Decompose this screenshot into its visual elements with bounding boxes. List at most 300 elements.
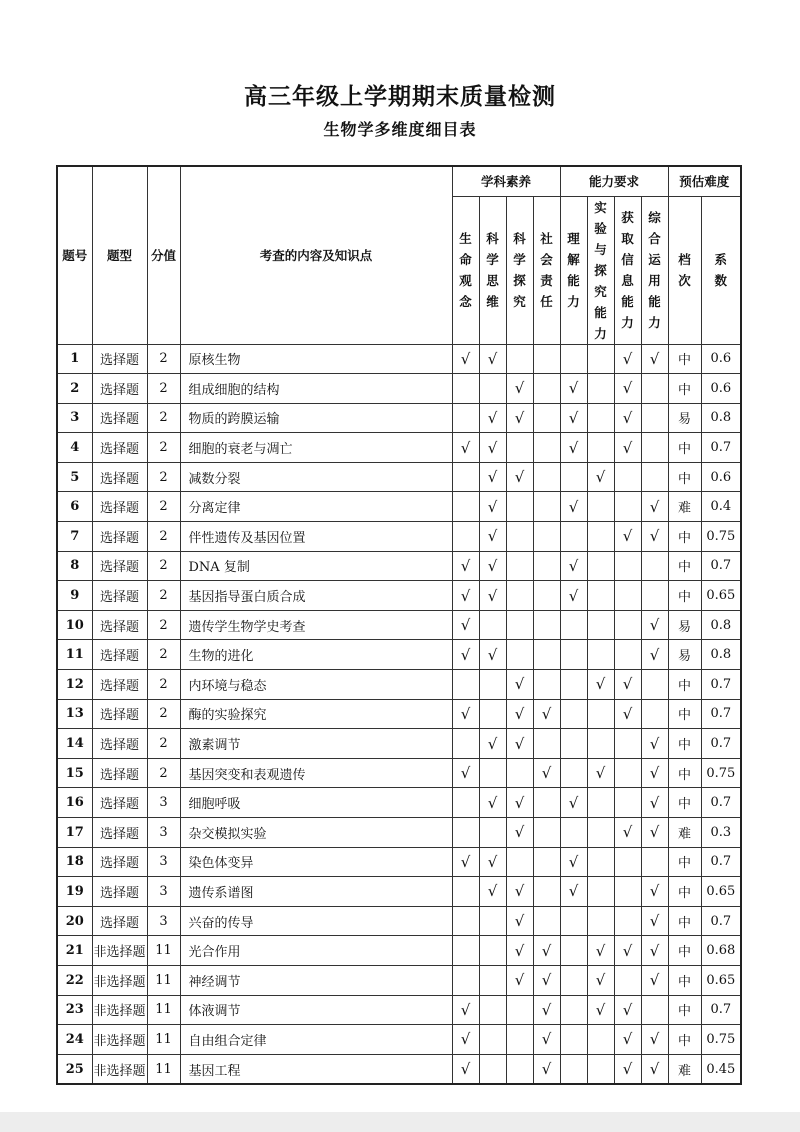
cell-check	[479, 758, 506, 788]
cell-coef: 0.75	[701, 1025, 741, 1055]
cell-level: 中	[668, 462, 701, 492]
cell-check	[560, 344, 587, 374]
cell-coef: 0.7	[701, 788, 741, 818]
cell-check: √	[452, 433, 479, 463]
cell-check	[479, 670, 506, 700]
cell-check	[479, 699, 506, 729]
cell-check	[614, 906, 641, 936]
cell-coef: 0.6	[701, 374, 741, 404]
cell-check: √	[614, 522, 641, 552]
cell-level: 中	[668, 522, 701, 552]
cell-check	[533, 522, 560, 552]
cell-check: √	[452, 551, 479, 581]
cell-check	[614, 847, 641, 877]
cell-no: 19	[57, 877, 92, 907]
cell-score: 3	[147, 788, 180, 818]
cell-type: 非选择题	[92, 1025, 147, 1055]
cell-check: √	[506, 374, 533, 404]
cell-check	[506, 344, 533, 374]
cell-type: 选择题	[92, 788, 147, 818]
cell-check: √	[587, 462, 614, 492]
cell-check: √	[479, 581, 506, 611]
cell-no: 10	[57, 610, 92, 640]
cell-check	[479, 374, 506, 404]
table-row	[57, 551, 741, 581]
cell-check	[560, 965, 587, 995]
cell-check: √	[641, 936, 668, 966]
cell-check: √	[479, 640, 506, 670]
cell-check	[614, 610, 641, 640]
cell-check: √	[614, 670, 641, 700]
cell-content: 自由组合定律	[180, 1025, 452, 1055]
cell-content: 基因指导蛋白质合成	[180, 581, 452, 611]
cell-check	[614, 965, 641, 995]
cell-check	[614, 581, 641, 611]
cell-coef: 0.7	[701, 995, 741, 1025]
cell-check	[587, 551, 614, 581]
cell-check: √	[614, 699, 641, 729]
cell-check	[587, 403, 614, 433]
cell-level: 中	[668, 581, 701, 611]
cell-no: 2	[57, 374, 92, 404]
cell-level: 中	[668, 1025, 701, 1055]
cell-check	[506, 522, 533, 552]
cell-level: 中	[668, 551, 701, 581]
cell-check	[587, 344, 614, 374]
table-row	[57, 699, 741, 729]
cell-coef: 0.7	[701, 847, 741, 877]
cell-score: 3	[147, 818, 180, 848]
header-lit-2: 科 学 思 维	[479, 196, 506, 344]
cell-check	[479, 906, 506, 936]
cell-check	[533, 492, 560, 522]
cell-type: 选择题	[92, 374, 147, 404]
cell-check	[614, 877, 641, 907]
cell-type: 选择题	[92, 433, 147, 463]
cell-check	[479, 995, 506, 1025]
cell-check	[452, 965, 479, 995]
cell-check: √	[614, 433, 641, 463]
cell-score: 3	[147, 847, 180, 877]
header-abl-1: 理 解 能 力	[560, 196, 587, 344]
cell-check	[641, 403, 668, 433]
cell-check	[587, 729, 614, 759]
cell-check	[587, 1054, 614, 1084]
cell-check	[533, 788, 560, 818]
cell-check: √	[506, 788, 533, 818]
table-row	[57, 403, 741, 433]
cell-check: √	[452, 995, 479, 1025]
cell-check: √	[614, 1025, 641, 1055]
cell-score: 2	[147, 640, 180, 670]
cell-check: √	[452, 581, 479, 611]
cell-coef: 0.6	[701, 462, 741, 492]
cell-check: √	[614, 344, 641, 374]
cell-no: 14	[57, 729, 92, 759]
cell-check: √	[506, 906, 533, 936]
cell-check: √	[533, 936, 560, 966]
cell-type: 选择题	[92, 906, 147, 936]
cell-level: 中	[668, 965, 701, 995]
cell-check: √	[533, 995, 560, 1025]
cell-check	[452, 818, 479, 848]
cell-check: √	[452, 344, 479, 374]
cell-content: 分离定律	[180, 492, 452, 522]
header-abl-2: 实 验 与 探 究 能 力	[587, 196, 614, 344]
cell-content: 组成细胞的结构	[180, 374, 452, 404]
cell-level: 中	[668, 433, 701, 463]
cell-check: √	[452, 610, 479, 640]
cell-check	[587, 906, 614, 936]
cell-check	[533, 610, 560, 640]
cell-score: 2	[147, 610, 180, 640]
cell-check: √	[452, 1025, 479, 1055]
cell-check: √	[641, 492, 668, 522]
cell-check: √	[560, 374, 587, 404]
cell-check	[641, 462, 668, 492]
cell-check: √	[506, 936, 533, 966]
table-row	[57, 492, 741, 522]
table-row	[57, 965, 741, 995]
cell-no: 11	[57, 640, 92, 670]
cell-no: 9	[57, 581, 92, 611]
cell-check: √	[614, 374, 641, 404]
cell-level: 中	[668, 699, 701, 729]
page-title: 高三年级上学期期末质量检测	[244, 83, 556, 110]
header-group-literacy: 学科素养	[452, 166, 560, 196]
cell-check	[506, 1025, 533, 1055]
cell-score: 2	[147, 670, 180, 700]
header-row-1	[57, 166, 741, 196]
cell-score: 2	[147, 522, 180, 552]
header-group-difficulty: 预估难度	[668, 166, 741, 196]
cell-coef: 0.8	[701, 640, 741, 670]
header-diff-level: 档 次	[668, 196, 701, 344]
cell-check	[587, 522, 614, 552]
cell-coef: 0.8	[701, 610, 741, 640]
cell-check	[533, 640, 560, 670]
cell-content: 激素调节	[180, 729, 452, 759]
cell-coef: 0.7	[701, 729, 741, 759]
cell-check	[614, 729, 641, 759]
cell-check: √	[506, 729, 533, 759]
cell-check: √	[479, 462, 506, 492]
cell-check: √	[641, 965, 668, 995]
table-row	[57, 788, 741, 818]
table-row	[57, 995, 741, 1025]
cell-check: √	[641, 906, 668, 936]
cell-check	[560, 758, 587, 788]
cell-coef: 0.65	[701, 877, 741, 907]
cell-level: 易	[668, 610, 701, 640]
cell-check	[506, 995, 533, 1025]
cell-check: √	[479, 403, 506, 433]
cell-check: √	[479, 729, 506, 759]
cell-score: 11	[147, 936, 180, 966]
cell-content: 杂交模拟实验	[180, 818, 452, 848]
cell-content: 染色体变异	[180, 847, 452, 877]
cell-check: √	[560, 492, 587, 522]
cell-no: 1	[57, 344, 92, 374]
table-row	[57, 847, 741, 877]
cell-level: 难	[668, 818, 701, 848]
cell-content: 神经调节	[180, 965, 452, 995]
cell-check	[587, 640, 614, 670]
cell-coef: 0.4	[701, 492, 741, 522]
cell-score: 2	[147, 344, 180, 374]
cell-check: √	[641, 344, 668, 374]
cell-check: √	[479, 551, 506, 581]
header-group-ability: 能力要求	[560, 166, 668, 196]
cell-level: 中	[668, 344, 701, 374]
cell-check: √	[533, 965, 560, 995]
cell-check: √	[452, 847, 479, 877]
cell-no: 16	[57, 788, 92, 818]
cell-content: 遗传系谱图	[180, 877, 452, 907]
cell-check	[587, 581, 614, 611]
cell-type: 选择题	[92, 729, 147, 759]
cell-content: 酶的实验探究	[180, 699, 452, 729]
cell-check	[641, 551, 668, 581]
table-row	[57, 462, 741, 492]
cell-check: √	[506, 965, 533, 995]
cell-content: 基因突变和表观遗传	[180, 758, 452, 788]
cell-type: 选择题	[92, 522, 147, 552]
cell-check	[479, 1054, 506, 1084]
cell-type: 选择题	[92, 847, 147, 877]
cell-check	[452, 936, 479, 966]
cell-check	[614, 551, 641, 581]
cell-check	[560, 462, 587, 492]
cell-check	[506, 551, 533, 581]
header-no: 题号	[57, 166, 92, 344]
header-score: 分值	[147, 166, 180, 344]
cell-content: 光合作用	[180, 936, 452, 966]
cell-check: √	[560, 403, 587, 433]
cell-check: √	[533, 1025, 560, 1055]
cell-check: √	[614, 995, 641, 1025]
cell-check: √	[506, 877, 533, 907]
cell-level: 中	[668, 936, 701, 966]
cell-type: 非选择题	[92, 936, 147, 966]
cell-check	[479, 610, 506, 640]
cell-check: √	[560, 788, 587, 818]
cell-score: 11	[147, 995, 180, 1025]
cell-check	[452, 522, 479, 552]
cell-check: √	[479, 788, 506, 818]
cell-check	[641, 581, 668, 611]
cell-no: 24	[57, 1025, 92, 1055]
cell-check: √	[560, 877, 587, 907]
header-content: 考查的内容及知识点	[180, 166, 452, 344]
table-row	[57, 1054, 741, 1084]
cell-check: √	[641, 640, 668, 670]
cell-coef: 0.65	[701, 581, 741, 611]
cell-check	[560, 640, 587, 670]
cell-type: 非选择题	[92, 1054, 147, 1084]
cell-score: 2	[147, 433, 180, 463]
cell-no: 13	[57, 699, 92, 729]
table-row	[57, 758, 741, 788]
cell-check: √	[587, 965, 614, 995]
header-abl-4: 综 合 运 用 能 力	[641, 196, 668, 344]
cell-coef: 0.75	[701, 522, 741, 552]
cell-check	[560, 610, 587, 640]
cell-check: √	[479, 522, 506, 552]
cell-score: 3	[147, 906, 180, 936]
cell-check: √	[560, 581, 587, 611]
cell-check	[614, 492, 641, 522]
cell-coef: 0.45	[701, 1054, 741, 1084]
page-subtitle: 生物学多维度细目表	[323, 120, 477, 139]
cell-check	[452, 670, 479, 700]
cell-check	[506, 640, 533, 670]
cell-type: 选择题	[92, 758, 147, 788]
cell-check: √	[587, 995, 614, 1025]
cell-coef: 0.7	[701, 433, 741, 463]
cell-check: √	[560, 551, 587, 581]
cell-type: 选择题	[92, 640, 147, 670]
cell-score: 11	[147, 1025, 180, 1055]
cell-coef: 0.75	[701, 758, 741, 788]
cell-check	[533, 403, 560, 433]
table-row	[57, 818, 741, 848]
cell-check	[506, 492, 533, 522]
cell-check: √	[560, 847, 587, 877]
cell-check	[587, 433, 614, 463]
cell-check: √	[641, 729, 668, 759]
cell-no: 15	[57, 758, 92, 788]
cell-type: 选择题	[92, 551, 147, 581]
cell-check	[533, 462, 560, 492]
cell-check: √	[641, 1054, 668, 1084]
cell-check: √	[479, 877, 506, 907]
cell-check	[533, 877, 560, 907]
cell-check	[533, 847, 560, 877]
cell-score: 3	[147, 877, 180, 907]
cell-check	[587, 492, 614, 522]
cell-level: 易	[668, 640, 701, 670]
cell-check: √	[452, 640, 479, 670]
table-row	[57, 610, 741, 640]
cell-check	[506, 581, 533, 611]
cell-check	[614, 640, 641, 670]
cell-type: 选择题	[92, 492, 147, 522]
cell-check: √	[452, 1054, 479, 1084]
cell-coef: 0.65	[701, 965, 741, 995]
cell-check	[533, 729, 560, 759]
cell-content: 体液调节	[180, 995, 452, 1025]
cell-check	[587, 818, 614, 848]
cell-check	[479, 818, 506, 848]
cell-check	[506, 758, 533, 788]
table-row	[57, 906, 741, 936]
cell-no: 25	[57, 1054, 92, 1084]
cell-score: 2	[147, 403, 180, 433]
cell-coef: 0.7	[701, 906, 741, 936]
cell-check	[533, 818, 560, 848]
cell-no: 8	[57, 551, 92, 581]
table-row	[57, 581, 741, 611]
cell-check	[641, 670, 668, 700]
header-abl-3: 获 取 信 息 能 力	[614, 196, 641, 344]
cell-content: 伴性遗传及基因位置	[180, 522, 452, 552]
cell-check: √	[641, 522, 668, 552]
cell-content: 生物的进化	[180, 640, 452, 670]
cell-no: 6	[57, 492, 92, 522]
cell-no: 18	[57, 847, 92, 877]
cell-check	[641, 847, 668, 877]
table-row	[57, 1025, 741, 1055]
cell-check: √	[587, 670, 614, 700]
cell-check	[506, 847, 533, 877]
cell-check	[560, 522, 587, 552]
cell-check	[560, 1054, 587, 1084]
table-row	[57, 670, 741, 700]
cell-content: 细胞的衰老与凋亡	[180, 433, 452, 463]
cell-check: √	[614, 1054, 641, 1084]
cell-check	[560, 818, 587, 848]
cell-check	[560, 936, 587, 966]
cell-check	[587, 699, 614, 729]
cell-check	[560, 906, 587, 936]
cell-check: √	[533, 1054, 560, 1084]
cell-content: 内环境与稳态	[180, 670, 452, 700]
cell-content: 减数分裂	[180, 462, 452, 492]
cell-check	[479, 936, 506, 966]
cell-check	[452, 374, 479, 404]
cell-type: 选择题	[92, 818, 147, 848]
detail-table	[56, 165, 742, 1085]
cell-check: √	[506, 670, 533, 700]
table-row	[57, 936, 741, 966]
cell-coef: 0.6	[701, 344, 741, 374]
cell-content: 物质的跨膜运输	[180, 403, 452, 433]
header-diff-coef: 系 数	[701, 196, 741, 344]
cell-check	[641, 433, 668, 463]
cell-check: √	[506, 462, 533, 492]
cell-level: 中	[668, 877, 701, 907]
cell-check	[587, 788, 614, 818]
table-row	[57, 877, 741, 907]
cell-no: 3	[57, 403, 92, 433]
cell-content: 细胞呼吸	[180, 788, 452, 818]
table-row	[57, 640, 741, 670]
cell-check: √	[641, 788, 668, 818]
cell-content: 兴奋的传导	[180, 906, 452, 936]
cell-score: 2	[147, 729, 180, 759]
cell-check: √	[641, 818, 668, 848]
cell-type: 选择题	[92, 610, 147, 640]
cell-level: 中	[668, 670, 701, 700]
table-row	[57, 433, 741, 463]
cell-no: 4	[57, 433, 92, 463]
cell-check: √	[479, 433, 506, 463]
cell-check	[614, 462, 641, 492]
cell-level: 中	[668, 758, 701, 788]
cell-check	[533, 670, 560, 700]
cell-check	[533, 374, 560, 404]
cell-check: √	[587, 758, 614, 788]
cell-check: √	[614, 818, 641, 848]
cell-coef: 0.7	[701, 699, 741, 729]
cell-check	[614, 788, 641, 818]
table-row	[57, 374, 741, 404]
cell-check	[506, 610, 533, 640]
cell-check	[533, 551, 560, 581]
cell-content: 基因工程	[180, 1054, 452, 1084]
header-lit-1: 生 命 观 念	[452, 196, 479, 344]
